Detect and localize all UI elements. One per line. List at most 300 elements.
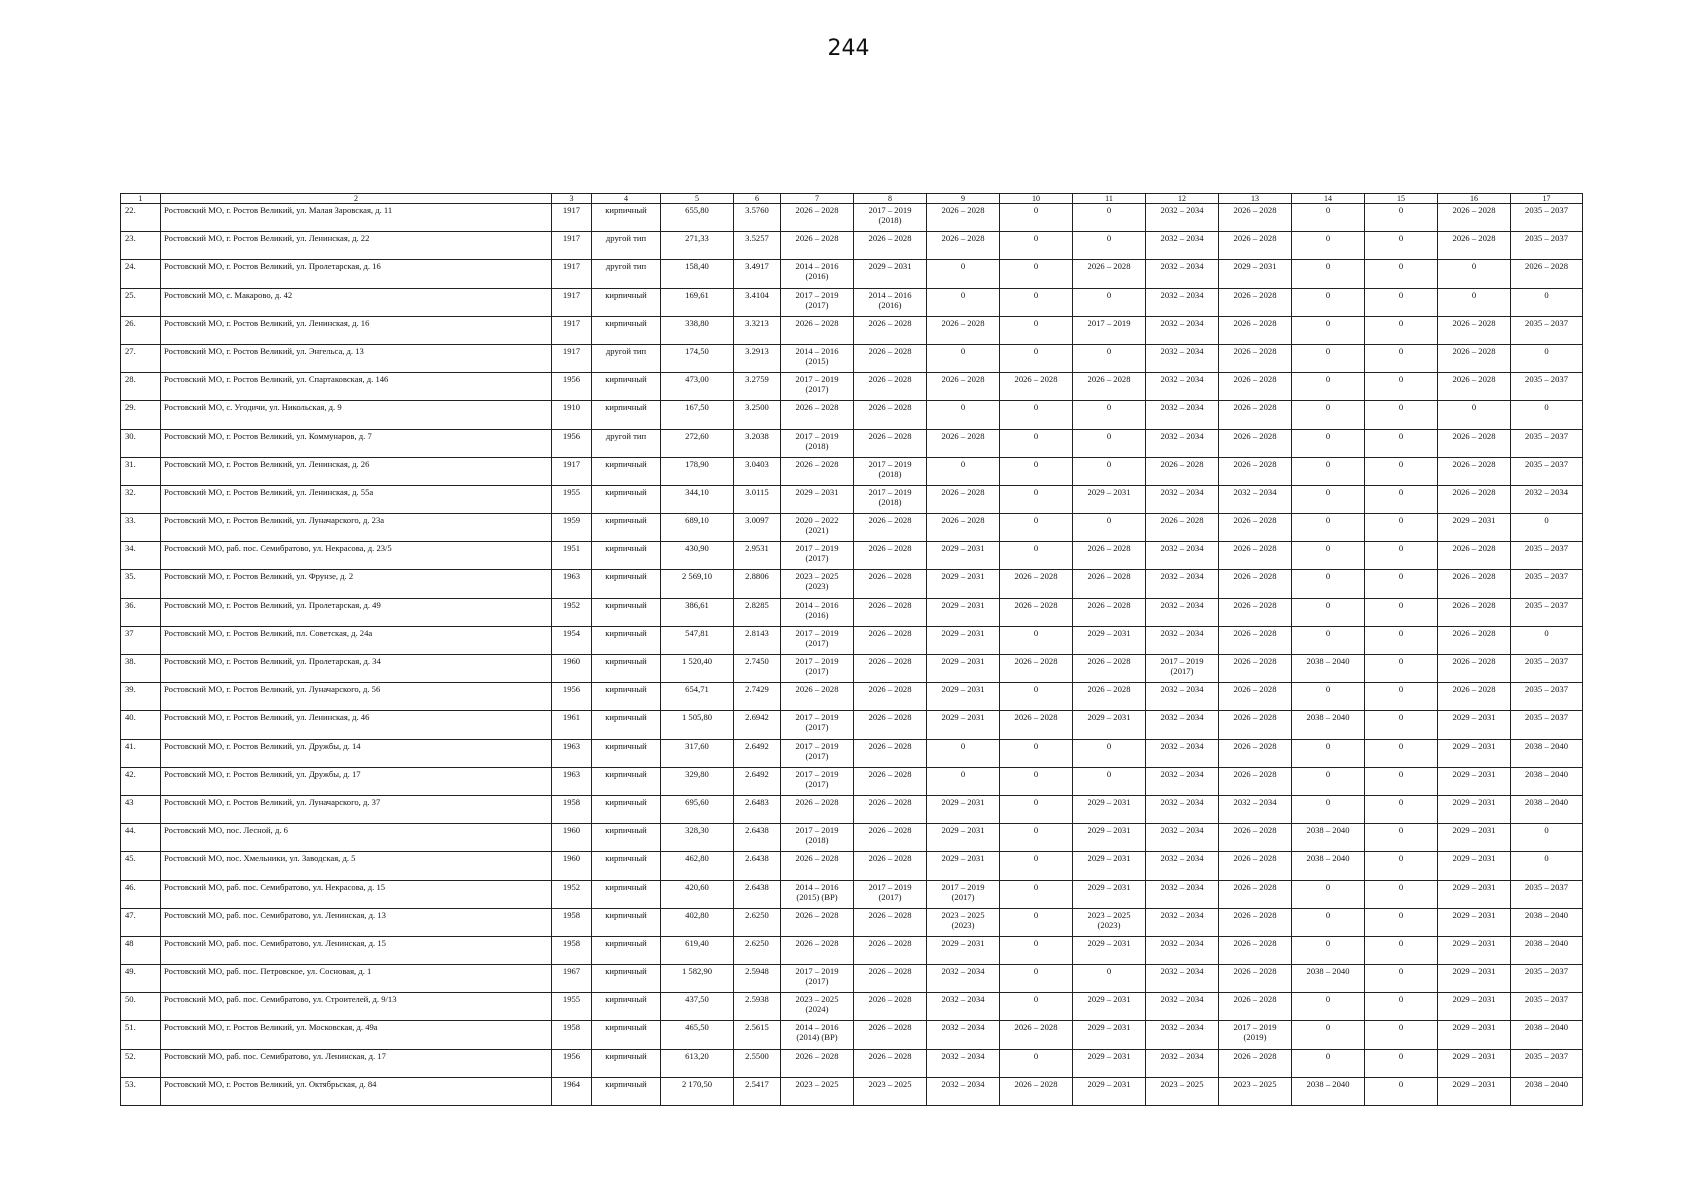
table-cell: 0 bbox=[1292, 795, 1365, 823]
table-cell: 2026 – 2028 bbox=[781, 908, 854, 936]
column-number: 8 bbox=[854, 194, 927, 204]
table-cell: 2032 – 2034 bbox=[1146, 1021, 1219, 1049]
table-cell: 2029 – 2031 bbox=[1438, 824, 1511, 852]
table-cell: 3.2759 bbox=[734, 373, 781, 401]
table-cell: кирпичный bbox=[592, 1049, 661, 1077]
table-cell: 2026 – 2028 bbox=[781, 401, 854, 429]
table-row bbox=[121, 1077, 1583, 1105]
table-cell: 2029 – 2031 bbox=[927, 683, 1000, 711]
table-row bbox=[121, 711, 1583, 739]
table-cell: 0 bbox=[1365, 429, 1438, 457]
page-number: 244 bbox=[827, 36, 870, 61]
table-cell: 2026 – 2028 bbox=[854, 401, 927, 429]
table-cell: 2.6438 bbox=[734, 880, 781, 908]
table-cell: 31. bbox=[121, 457, 161, 485]
table-cell: 2026 – 2028 bbox=[854, 232, 927, 260]
table-cell: 2026 – 2028 bbox=[1219, 598, 1292, 626]
table-cell: 48 bbox=[121, 936, 161, 964]
table-cell: другой тип bbox=[592, 344, 661, 372]
table-cell: 1 520,40 bbox=[661, 655, 734, 683]
table-cell: 2038 – 2040 bbox=[1292, 711, 1365, 739]
table-cell: 2026 – 2028 bbox=[1219, 852, 1292, 880]
table-cell: 2026 – 2028 bbox=[781, 683, 854, 711]
table-cell: 0 bbox=[1365, 204, 1438, 232]
table-cell: 430,90 bbox=[661, 542, 734, 570]
table-cell: другой тип bbox=[592, 429, 661, 457]
table-cell: 2026 – 2028 bbox=[1219, 514, 1292, 542]
table-cell: 1956 bbox=[552, 429, 592, 457]
table-cell: 2038 – 2040 bbox=[1292, 852, 1365, 880]
table-cell: 2026 – 2028 bbox=[1000, 373, 1073, 401]
table-cell: 1960 bbox=[552, 852, 592, 880]
table-cell: 0 bbox=[1073, 739, 1146, 767]
table-cell: 46. bbox=[121, 880, 161, 908]
table-cell: 3.0097 bbox=[734, 514, 781, 542]
address-cell: Ростовский МО, г. Ростов Великий, ул. Московская, д. 49а bbox=[161, 1021, 552, 1049]
address-cell: Ростовский МО, г. Ростов Великий, ул. Октябрьская, д. 84 bbox=[161, 1077, 552, 1105]
table-cell: 2026 – 2028 bbox=[1438, 344, 1511, 372]
table-cell: 0 bbox=[927, 288, 1000, 316]
table-cell: 0 bbox=[1365, 542, 1438, 570]
table-cell: 2029 – 2031 bbox=[1073, 824, 1146, 852]
table-row bbox=[121, 457, 1583, 485]
table-cell: 2014 – 2016 (2015) bbox=[781, 344, 854, 372]
table-cell: 689,10 bbox=[661, 514, 734, 542]
table-cell: 2038 – 2040 bbox=[1511, 908, 1583, 936]
table-cell: 1967 bbox=[552, 965, 592, 993]
table-cell: 2026 – 2028 bbox=[854, 824, 927, 852]
table-cell: 2026 – 2028 bbox=[781, 795, 854, 823]
table-cell: 1955 bbox=[552, 485, 592, 513]
table-cell: 2029 – 2031 bbox=[927, 711, 1000, 739]
table-cell: 174,50 bbox=[661, 344, 734, 372]
table-cell: 2026 – 2028 bbox=[1000, 598, 1073, 626]
table-cell: 2026 – 2028 bbox=[927, 316, 1000, 344]
table-row bbox=[121, 908, 1583, 936]
table-row bbox=[121, 401, 1583, 429]
table-cell: 2026 – 2028 bbox=[1073, 542, 1146, 570]
address-cell: Ростовский МО, г. Ростов Великий, ул. Ленинская, д. 16 bbox=[161, 316, 552, 344]
table-cell: 47. bbox=[121, 908, 161, 936]
address-cell: Ростовский МО, г. Ростов Великий, ул. Ленинская, д. 22 bbox=[161, 232, 552, 260]
table-cell: 0 bbox=[1365, 993, 1438, 1021]
table-cell: 2029 – 2031 bbox=[1438, 908, 1511, 936]
table-cell: 2014 – 2016 (2015) (ВР) bbox=[781, 880, 854, 908]
table-cell: 2026 – 2028 bbox=[1438, 429, 1511, 457]
table-cell: 0 bbox=[1511, 514, 1583, 542]
table-cell: 2023 – 2025 bbox=[781, 1077, 854, 1105]
table-cell: 3.0403 bbox=[734, 457, 781, 485]
table-cell: 2026 – 2028 bbox=[927, 485, 1000, 513]
table-cell: 2029 – 2031 bbox=[1073, 1049, 1146, 1077]
table-cell: 2017 – 2019 (2018) bbox=[781, 824, 854, 852]
table-cell: 2032 – 2034 bbox=[1146, 880, 1219, 908]
table-cell: 2038 – 2040 bbox=[1511, 767, 1583, 795]
table-cell: 2.8806 bbox=[734, 570, 781, 598]
table-cell: 0 bbox=[1000, 457, 1073, 485]
table-cell: 1956 bbox=[552, 373, 592, 401]
table-cell: 2035 – 2037 bbox=[1511, 570, 1583, 598]
table-row bbox=[121, 626, 1583, 654]
table-cell: кирпичный bbox=[592, 204, 661, 232]
table-cell: 2035 – 2037 bbox=[1511, 711, 1583, 739]
table-cell: 0 bbox=[1365, 965, 1438, 993]
table-cell: 2026 – 2028 bbox=[1438, 457, 1511, 485]
table-cell: 0 bbox=[1000, 993, 1073, 1021]
table-cell: 2026 – 2028 bbox=[854, 767, 927, 795]
table-cell: 2.5938 bbox=[734, 993, 781, 1021]
table-cell: 52. bbox=[121, 1049, 161, 1077]
table-cell: 2029 – 2031 bbox=[1438, 1049, 1511, 1077]
table-cell: 2026 – 2028 bbox=[1219, 1049, 1292, 1077]
table-cell: 2026 – 2028 bbox=[1219, 429, 1292, 457]
table-cell: 2026 – 2028 bbox=[854, 739, 927, 767]
table-cell: 0 bbox=[1292, 401, 1365, 429]
table-row bbox=[121, 260, 1583, 288]
table-cell: 402,80 bbox=[661, 908, 734, 936]
table-cell: кирпичный bbox=[592, 401, 661, 429]
table-cell: 0 bbox=[1292, 908, 1365, 936]
table-cell: 1 582,90 bbox=[661, 965, 734, 993]
table-cell: 0 bbox=[1292, 485, 1365, 513]
table-cell: 2026 – 2028 bbox=[1219, 401, 1292, 429]
table-cell: 2.5948 bbox=[734, 965, 781, 993]
table-cell: 0 bbox=[1073, 232, 1146, 260]
table-cell: 2.5500 bbox=[734, 1049, 781, 1077]
table-cell: 2035 – 2037 bbox=[1511, 542, 1583, 570]
table-cell: 2029 – 2031 bbox=[1073, 880, 1146, 908]
table-cell: 2026 – 2028 bbox=[1438, 204, 1511, 232]
table-cell: 0 bbox=[1292, 598, 1365, 626]
table-cell: 34. bbox=[121, 542, 161, 570]
table-cell: 0 bbox=[1365, 373, 1438, 401]
table-cell: 22. bbox=[121, 204, 161, 232]
table-cell: 2 170,50 bbox=[661, 1077, 734, 1105]
column-number: 13 bbox=[1219, 194, 1292, 204]
table-cell: 2026 – 2028 bbox=[781, 457, 854, 485]
table-cell: 2017 – 2019 (2017) bbox=[854, 880, 927, 908]
table-row bbox=[121, 852, 1583, 880]
table-cell: 0 bbox=[1292, 542, 1365, 570]
table-row bbox=[121, 936, 1583, 964]
table-row bbox=[121, 485, 1583, 513]
table-cell: 2026 – 2028 bbox=[854, 936, 927, 964]
table-cell: 1917 bbox=[552, 204, 592, 232]
table-cell: 0 bbox=[1073, 288, 1146, 316]
table-cell: 0 bbox=[1292, 260, 1365, 288]
table-cell: 2026 – 2028 bbox=[927, 514, 1000, 542]
address-cell: Ростовский МО, раб. пос. Семибратово, ул. Некрасова, д. 15 bbox=[161, 880, 552, 908]
table-cell: 2.6492 bbox=[734, 767, 781, 795]
table-cell: 1961 bbox=[552, 711, 592, 739]
table-cell: 2026 – 2028 bbox=[1438, 232, 1511, 260]
table-cell: 0 bbox=[1000, 908, 1073, 936]
table-cell: 2026 – 2028 bbox=[1219, 288, 1292, 316]
table-cell: 2035 – 2037 bbox=[1511, 429, 1583, 457]
table-cell: 0 bbox=[1365, 795, 1438, 823]
column-number: 2 bbox=[161, 194, 552, 204]
table-cell: 2014 – 2016 (2014) (ВР) bbox=[781, 1021, 854, 1049]
table-cell: 0 bbox=[1365, 1021, 1438, 1049]
address-cell: Ростовский МО, г. Ростов Великий, ул. Луначарского, д. 37 bbox=[161, 795, 552, 823]
table-cell: 0 bbox=[1073, 344, 1146, 372]
table-cell: 45. bbox=[121, 852, 161, 880]
table-cell: 2026 – 2028 bbox=[854, 1049, 927, 1077]
table-cell: 42. bbox=[121, 767, 161, 795]
table-cell: 1956 bbox=[552, 683, 592, 711]
table-cell: 0 bbox=[1073, 514, 1146, 542]
table-row bbox=[121, 824, 1583, 852]
table-cell: 2026 – 2028 bbox=[1438, 598, 1511, 626]
table-cell: 2032 – 2034 bbox=[927, 965, 1000, 993]
table-cell: 2026 – 2028 bbox=[854, 852, 927, 880]
table-cell: кирпичный bbox=[592, 485, 661, 513]
table-cell: 2017 – 2019 bbox=[1073, 316, 1146, 344]
table-cell: 2023 – 2025 bbox=[1146, 1077, 1219, 1105]
table-cell: 0 bbox=[1511, 852, 1583, 880]
column-number-row bbox=[121, 194, 1583, 204]
table-row bbox=[121, 683, 1583, 711]
table-cell: 0 bbox=[927, 457, 1000, 485]
table-cell: 35. bbox=[121, 570, 161, 598]
table-cell: 2 569,10 bbox=[661, 570, 734, 598]
table-cell: 2023 – 2025 (2023) bbox=[1073, 908, 1146, 936]
table-cell: 2029 – 2031 bbox=[1073, 626, 1146, 654]
table-cell: 2.5417 bbox=[734, 1077, 781, 1105]
table-cell: 2029 – 2031 bbox=[1438, 852, 1511, 880]
column-number: 14 bbox=[1292, 194, 1365, 204]
table-cell: 0 bbox=[1365, 1049, 1438, 1077]
table-cell: 2032 – 2034 bbox=[927, 1021, 1000, 1049]
table-cell: 0 bbox=[1438, 260, 1511, 288]
table-cell: 1917 bbox=[552, 260, 592, 288]
table-cell: 2026 – 2028 bbox=[1219, 316, 1292, 344]
table-cell: 27. bbox=[121, 344, 161, 372]
table-cell: 2023 – 2025 (2024) bbox=[781, 993, 854, 1021]
table-cell: кирпичный bbox=[592, 655, 661, 683]
table-cell: 2026 – 2028 bbox=[1146, 514, 1219, 542]
table-cell: 0 bbox=[1365, 739, 1438, 767]
table-cell: 0 bbox=[1292, 936, 1365, 964]
table-row bbox=[121, 344, 1583, 372]
table-cell: 0 bbox=[1292, 626, 1365, 654]
table-cell: 2029 – 2031 bbox=[1438, 965, 1511, 993]
table-cell: 0 bbox=[1292, 1021, 1365, 1049]
table-row bbox=[121, 542, 1583, 570]
table-cell: 655,80 bbox=[661, 204, 734, 232]
address-cell: Ростовский МО, раб. пос. Семибратово, ул. Ленинская, д. 17 bbox=[161, 1049, 552, 1077]
table-cell: 2032 – 2034 bbox=[1219, 795, 1292, 823]
table-cell: 2.9531 bbox=[734, 542, 781, 570]
table-cell: 1958 bbox=[552, 908, 592, 936]
table-cell: 2026 – 2028 bbox=[1000, 570, 1073, 598]
table-cell: 29. bbox=[121, 401, 161, 429]
table-cell: 2026 – 2028 bbox=[927, 232, 1000, 260]
table-cell: 0 bbox=[1292, 288, 1365, 316]
table-cell: 2032 – 2034 bbox=[1511, 485, 1583, 513]
table-cell: 1917 bbox=[552, 457, 592, 485]
table-cell: кирпичный bbox=[592, 965, 661, 993]
table-cell: 0 bbox=[1000, 232, 1073, 260]
table-cell: 0 bbox=[1073, 767, 1146, 795]
table-cell: 1960 bbox=[552, 824, 592, 852]
table-cell: 619,40 bbox=[661, 936, 734, 964]
table-cell: 0 bbox=[1292, 767, 1365, 795]
table-cell: кирпичный bbox=[592, 1021, 661, 1049]
table-cell: 2026 – 2028 bbox=[1000, 1077, 1073, 1105]
table-cell: 178,90 bbox=[661, 457, 734, 485]
table-cell: 2032 – 2034 bbox=[1146, 344, 1219, 372]
table-cell: 2026 – 2028 bbox=[1219, 232, 1292, 260]
table-cell: 43 bbox=[121, 795, 161, 823]
table-cell: 2038 – 2040 bbox=[1511, 1077, 1583, 1105]
table-cell: 2029 – 2031 bbox=[927, 852, 1000, 880]
table-cell: 2029 – 2031 bbox=[781, 485, 854, 513]
table-cell: кирпичный bbox=[592, 373, 661, 401]
table-cell: 0 bbox=[1365, 626, 1438, 654]
table-cell: 40. bbox=[121, 711, 161, 739]
table-cell: 2029 – 2031 bbox=[1438, 767, 1511, 795]
table-cell: 317,60 bbox=[661, 739, 734, 767]
table-cell: 2035 – 2037 bbox=[1511, 232, 1583, 260]
table-cell: 2032 – 2034 bbox=[1146, 260, 1219, 288]
table-cell: 0 bbox=[1000, 542, 1073, 570]
table-cell: 654,71 bbox=[661, 683, 734, 711]
table-cell: 2038 – 2040 bbox=[1292, 655, 1365, 683]
table-cell: 2026 – 2028 bbox=[781, 232, 854, 260]
table-cell: 0 bbox=[1073, 965, 1146, 993]
table-row bbox=[121, 655, 1583, 683]
table-cell: 2032 – 2034 bbox=[1146, 1049, 1219, 1077]
table-cell: 2038 – 2040 bbox=[1511, 1021, 1583, 1049]
table-cell: 0 bbox=[1000, 204, 1073, 232]
table-cell: 2032 – 2034 bbox=[1146, 936, 1219, 964]
table-cell: 2029 – 2031 bbox=[927, 598, 1000, 626]
address-cell: Ростовский МО, раб. пос. Семибратово, ул. Некрасова, д. 23/5 bbox=[161, 542, 552, 570]
table-cell: 0 bbox=[927, 401, 1000, 429]
table-cell: 272,60 bbox=[661, 429, 734, 457]
table-cell: 2026 – 2028 bbox=[1219, 824, 1292, 852]
address-cell: Ростовский МО, г. Ростов Великий, ул. Фрунзе, д. 2 bbox=[161, 570, 552, 598]
table-cell: 0 bbox=[1000, 880, 1073, 908]
address-cell: Ростовский МО, г. Ростов Великий, ул. Дружбы, д. 14 bbox=[161, 739, 552, 767]
table-cell: 2026 – 2028 bbox=[1219, 739, 1292, 767]
table-cell: 0 bbox=[1365, 655, 1438, 683]
table-cell: 158,40 bbox=[661, 260, 734, 288]
table-cell: 1952 bbox=[552, 880, 592, 908]
table-cell: 2032 – 2034 bbox=[1146, 683, 1219, 711]
table-cell: 2038 – 2040 bbox=[1511, 795, 1583, 823]
table-cell: 25. bbox=[121, 288, 161, 316]
table-cell: 1917 bbox=[552, 232, 592, 260]
table-cell: 0 bbox=[1365, 344, 1438, 372]
table-cell: 2035 – 2037 bbox=[1511, 880, 1583, 908]
table-cell: кирпичный bbox=[592, 316, 661, 344]
table-cell: 3.3213 bbox=[734, 316, 781, 344]
table-cell: 338,80 bbox=[661, 316, 734, 344]
table-cell: 2029 – 2031 bbox=[927, 626, 1000, 654]
table-cell: 24. bbox=[121, 260, 161, 288]
table-cell: 2026 – 2028 bbox=[854, 429, 927, 457]
table-cell: 36. bbox=[121, 598, 161, 626]
table-cell: 2017 – 2019 (2018) bbox=[854, 485, 927, 513]
table-cell: 465,50 bbox=[661, 1021, 734, 1049]
table-cell: 2026 – 2028 bbox=[1219, 457, 1292, 485]
table-cell: 2026 – 2028 bbox=[1438, 542, 1511, 570]
table-cell: 0 bbox=[1511, 344, 1583, 372]
table-cell: 0 bbox=[1000, 683, 1073, 711]
table-cell: 2029 – 2031 bbox=[1438, 993, 1511, 1021]
table-cell: 0 bbox=[1000, 316, 1073, 344]
table-cell: 2032 – 2034 bbox=[1146, 288, 1219, 316]
table-cell: 2017 – 2019 (2017) bbox=[781, 655, 854, 683]
table-cell: 0 bbox=[1073, 429, 1146, 457]
table-cell: 0 bbox=[1438, 288, 1511, 316]
housing-repair-schedule-table bbox=[120, 193, 1583, 1106]
table-cell: 2029 – 2031 bbox=[927, 655, 1000, 683]
table-cell: 2029 – 2031 bbox=[1073, 936, 1146, 964]
table-cell: 2029 – 2031 bbox=[1438, 514, 1511, 542]
table-cell: 2032 – 2034 bbox=[1146, 908, 1219, 936]
table-cell: 2026 – 2028 bbox=[854, 570, 927, 598]
table-cell: 1952 bbox=[552, 598, 592, 626]
table-cell: 2026 – 2028 bbox=[1219, 767, 1292, 795]
table-row bbox=[121, 373, 1583, 401]
table-cell: 2032 – 2034 bbox=[927, 993, 1000, 1021]
table-cell: 613,20 bbox=[661, 1049, 734, 1077]
table-cell: 2029 – 2031 bbox=[927, 936, 1000, 964]
table-cell: 2014 – 2016 (2016) bbox=[854, 288, 927, 316]
table-row bbox=[121, 1049, 1583, 1077]
table-cell: 473,00 bbox=[661, 373, 734, 401]
table-cell: 2026 – 2028 bbox=[1219, 683, 1292, 711]
table-cell: 37 bbox=[121, 626, 161, 654]
table-cell: 2.8143 bbox=[734, 626, 781, 654]
address-cell: Ростовский МО, г. Ростов Великий, ул. Малая Заровская, д. 11 bbox=[161, 204, 552, 232]
table-cell: 0 bbox=[1365, 767, 1438, 795]
table-cell: 0 bbox=[1000, 795, 1073, 823]
table-cell: 39. bbox=[121, 683, 161, 711]
table-cell: 30. bbox=[121, 429, 161, 457]
table-cell: 2029 – 2031 bbox=[1438, 880, 1511, 908]
table-cell: 2026 – 2028 bbox=[1073, 655, 1146, 683]
table-cell: 2029 – 2031 bbox=[1219, 260, 1292, 288]
table-cell: 2035 – 2037 bbox=[1511, 965, 1583, 993]
table-row bbox=[121, 204, 1583, 232]
table-cell: 2026 – 2028 bbox=[854, 542, 927, 570]
table-cell: 437,50 bbox=[661, 993, 734, 1021]
table-cell: 2035 – 2037 bbox=[1511, 598, 1583, 626]
table-cell: 2017 – 2019 (2018) bbox=[781, 429, 854, 457]
table-cell: 3.4917 bbox=[734, 260, 781, 288]
table-cell: 2017 – 2019 (2017) bbox=[781, 965, 854, 993]
table-cell: 695,60 bbox=[661, 795, 734, 823]
table-cell: 0 bbox=[1000, 739, 1073, 767]
address-cell: Ростовский МО, пос. Хмельники, ул. Заводская, д. 5 bbox=[161, 852, 552, 880]
table-cell: 2032 – 2034 bbox=[927, 1077, 1000, 1105]
table-cell: 1917 bbox=[552, 288, 592, 316]
table-cell: 2032 – 2034 bbox=[1146, 824, 1219, 852]
table-cell: 3.2038 bbox=[734, 429, 781, 457]
table-cell: 2026 – 2028 bbox=[927, 373, 1000, 401]
table-cell: 2026 – 2028 bbox=[1219, 655, 1292, 683]
table-cell: 3.5760 bbox=[734, 204, 781, 232]
table-cell: 50. bbox=[121, 993, 161, 1021]
table-cell: 462,80 bbox=[661, 852, 734, 880]
table-cell: 0 bbox=[1365, 232, 1438, 260]
table-cell: 32. bbox=[121, 485, 161, 513]
table-cell: 2.5615 bbox=[734, 1021, 781, 1049]
